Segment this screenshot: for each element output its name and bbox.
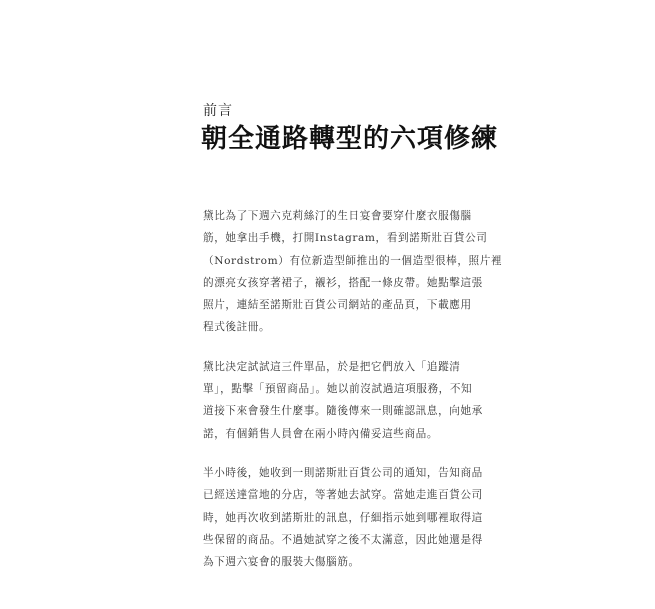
text-line: 為下週六宴會的服裝大傷腦筋。	[203, 556, 360, 569]
paragraph	[203, 356, 503, 445]
paragraph	[203, 205, 503, 339]
text-line: 單」，點擊「預留商品」。她以前沒試過這項服務，不知	[203, 383, 473, 396]
section-label: 前言	[203, 103, 233, 119]
text-line: 程式後註冊。	[203, 321, 271, 334]
text-line: 諾，有個銷售人員會在兩小時內備妥這些商品。	[203, 427, 439, 440]
text-line: 照片，連結至諾斯壯百貨公司網站的產品頁，下載應用	[203, 299, 472, 312]
text-line: （Nordstrom）有位新造型師推出的一個造型很棒，照片裡	[203, 254, 503, 267]
text-line: 的漂亮女孩穿著裙子，襯衫，搭配一條皮帶。她點擊這張	[203, 276, 483, 289]
text-line: 黛比決定試試這三件單品，於是把它們放入「追蹤清	[203, 360, 461, 373]
chapter-title: 朝全通路轉型的六項修練	[201, 124, 499, 154]
text-line: 時，她再次收到諾斯壯的訊息，仔細指示她到哪裡取得這	[203, 511, 483, 524]
text-line: 些保留的商品。不過她試穿之後不太滿意，因此她還是得	[203, 533, 483, 546]
text-line: 筋，她拿出手機，打開Instagram，看到諾斯壯百貨公司	[203, 232, 488, 245]
text-line: 已經送達當地的分店，等著她去試穿。當她走進百貨公司	[203, 489, 483, 502]
paragraph	[203, 462, 503, 573]
body-text	[203, 205, 503, 590]
text-line: 黛比為了下週六克莉絲汀的生日宴會要穿什麼衣服傷腦	[203, 210, 472, 222]
text-line: 道接下來會發生什麼事。隨後傳來一則確認訊息，向她承	[203, 405, 483, 418]
text-line: 半小時後，她收到一則諾斯壯百貨公司的通知，告知商品	[203, 466, 483, 479]
